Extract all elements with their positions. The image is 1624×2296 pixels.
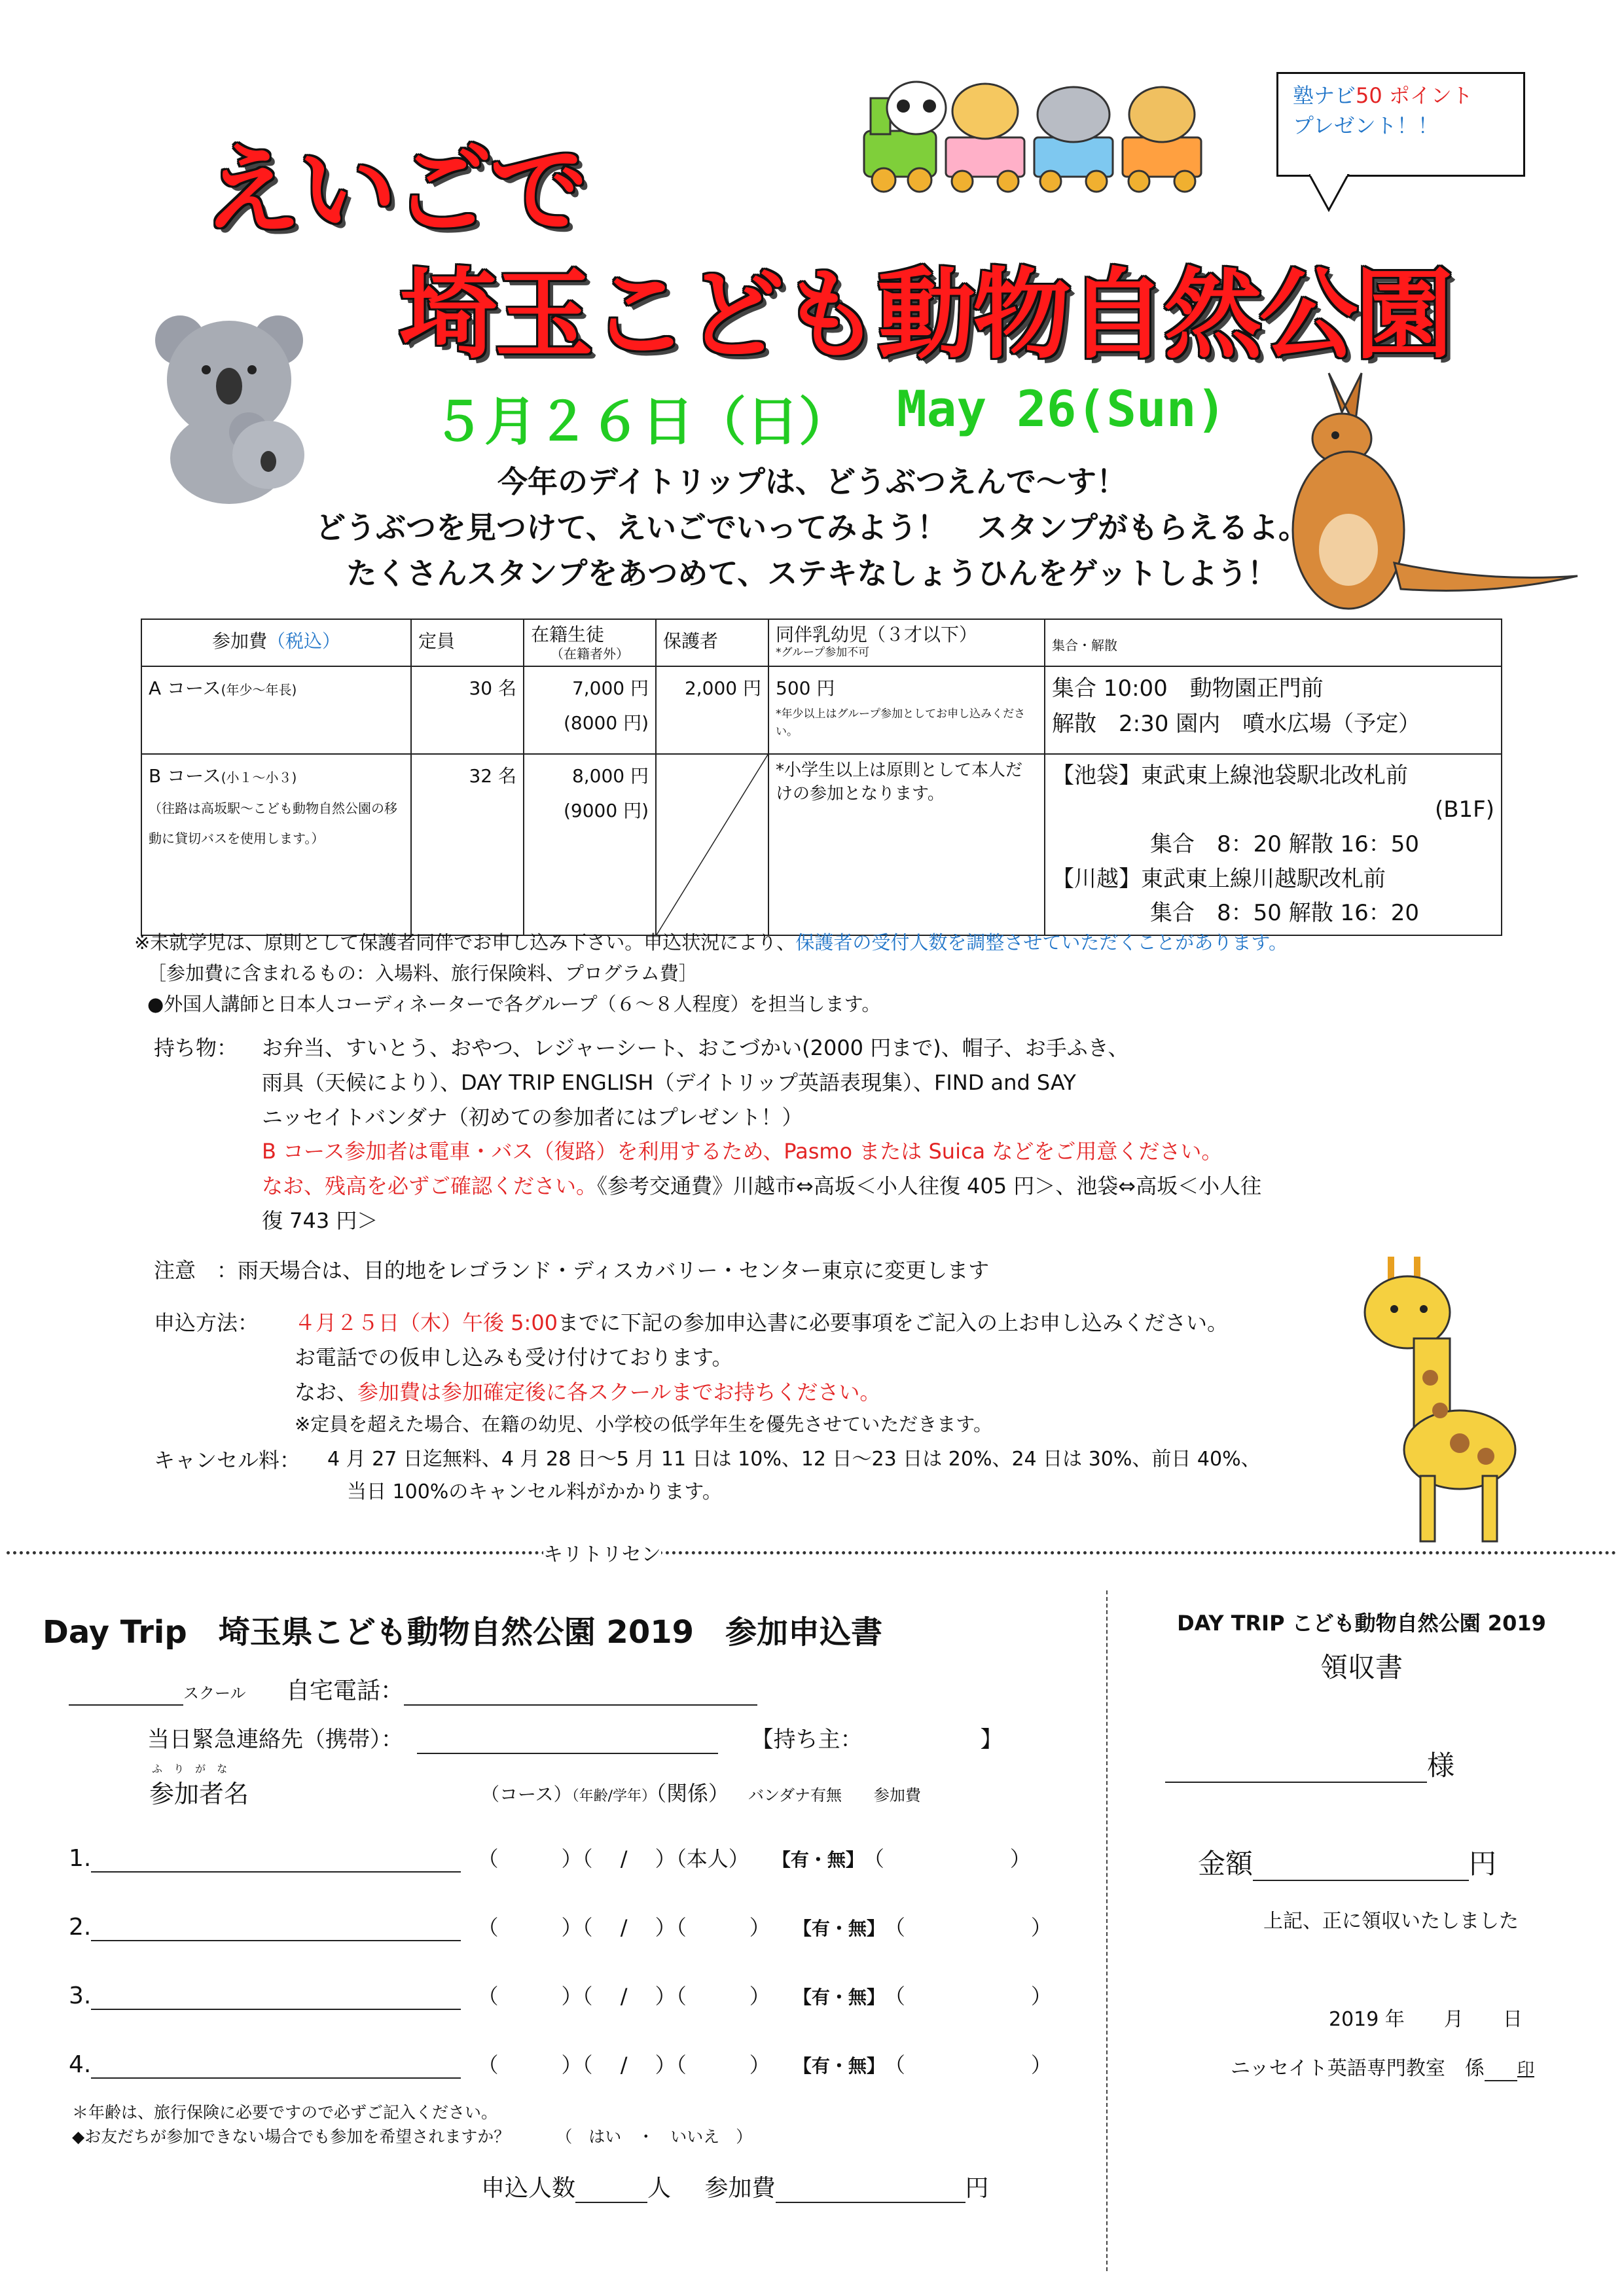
col-course: （コース）	[481, 1784, 572, 1805]
fees-header-row	[141, 619, 1502, 666]
fees-table	[141, 619, 1502, 936]
course-b-student-fee-non: (9000 円)	[563, 799, 649, 821]
callout-tail-icon	[1309, 174, 1355, 213]
belongings-line-4: B コース参加者は電車・バス（復路）を利用するため、Pasmo または Suica などをご用意ください。	[262, 1139, 1223, 1164]
belongings-line-6: 復 743 円＞	[262, 1208, 378, 1233]
course-b-ikebukuro-floor: (B1F)	[1434, 797, 1494, 823]
note-1-text: ※未就学児は、原則として保護者同伴でお申し込み下さい。申込状況により、	[134, 931, 796, 954]
intro-line-1: 今年のデイトリップは、どうぶつえんで～す！	[497, 464, 1127, 499]
course-a-guardian-fee: 2,000 円	[684, 677, 761, 699]
apply-line-3-red: 参加費は参加確定後に各スクールまでお持ちください。	[357, 1379, 881, 1405]
course-a-dismiss: 解散 2:30 園内 噴水広場（予定）	[1052, 710, 1421, 737]
row-number: 4.	[69, 2051, 92, 2078]
col-age: （年齢/学年）	[571, 1788, 657, 1804]
participant-name-field[interactable]	[91, 1846, 461, 1873]
form-note-2	[72, 2124, 752, 2147]
event-date-en: May 26(Sun)	[897, 380, 1227, 438]
receipt-date: 2019 年 月 日	[1329, 2008, 1523, 2031]
note-1-highlight: 保護者の受付人数を調整させていただくことがあります。	[795, 931, 1288, 954]
points-callout	[1276, 72, 1525, 177]
header-meeting-label: 集合・解散	[1052, 637, 1117, 654]
caution-text: 雨天場合は、目的地をレゴランド・ディスカバリー・センター東京に変更します	[238, 1258, 990, 1283]
receipt-issuer: ニッセイト英語専門教室 係	[1231, 2057, 1485, 2080]
course-a-student-cell	[524, 666, 656, 754]
course-a-infant-note: *年少以上はグループ参加としてお申し込みください。	[776, 707, 1026, 738]
fee-field[interactable]: （ ）	[894, 1984, 1052, 2009]
course-b-name: B コース	[149, 764, 221, 787]
emergency-label: 当日緊急連絡先（携帯）：	[147, 1727, 403, 1753]
course-b-kawagoe-time: 集合 8：50 解散 16：20	[1150, 900, 1420, 927]
course-field[interactable]: （ ）	[477, 2053, 583, 2077]
intro-line-3: たくさんスタンプをあつめて、ステキなしょうひんをゲットしよう！	[346, 556, 1278, 591]
course-a-meeting-cell	[1045, 666, 1502, 754]
receipt-name-field[interactable]	[1165, 1749, 1427, 1783]
belongings-line-1: お弁当、すいとう、おやつ、レジャーシート、おこづかい(2000 円まで)、帽子、お手ふき、	[262, 1035, 1129, 1060]
course-b-meeting-cell	[1045, 754, 1502, 935]
bandana-choice[interactable]: 【有・無】	[793, 1918, 885, 1939]
relation-field[interactable]: （本人）	[676, 1846, 749, 1871]
participant-name-field[interactable]	[91, 1915, 461, 1941]
apply-line-2: お電話での仮申し込みも受け付けております。	[295, 1344, 733, 1370]
animal-train-icon	[857, 59, 1224, 203]
cut-line	[7, 1551, 1617, 1554]
participant-row	[69, 1980, 1052, 2010]
participant-label: 参加者名	[149, 1780, 249, 1808]
form-columns	[481, 1777, 921, 1807]
course-b-capacity: 32 名	[469, 764, 516, 787]
belongings-line-3: ニッセイトバンダナ（初めての参加者にはプレゼント！）	[262, 1104, 803, 1130]
header-fee-tax: （税込）	[267, 630, 341, 652]
col-rel: （関係）	[656, 1781, 730, 1806]
header-student-note: （在籍者外）	[550, 645, 629, 662]
bandana-choice[interactable]: 【有・無】	[793, 2055, 885, 2077]
course-b-ikebukuro-time: 集合 8：20 解散 16：50	[1150, 831, 1420, 857]
count-label: 申込人数	[481, 2175, 576, 2202]
cancel-line-2: 当日 100%のキャンセル料がかかります。	[347, 1480, 722, 1503]
row-number: 1.	[69, 1845, 92, 1872]
form-title: Day Trip 埼玉県こども動物自然公園 2019 参加申込書	[43, 1614, 883, 1651]
receipt-stamp-mark: 印	[1517, 2060, 1534, 2079]
receipt-received: 上記、正に領収いたしました	[1263, 1910, 1519, 1933]
apply-line-4: ※定員を超えた場合、在籍の幼児、小学校の低学年生を優先させていただきます。	[295, 1413, 992, 1436]
participant-row	[69, 1842, 1031, 1873]
note-1	[134, 928, 1288, 955]
course-a-name: A コース	[149, 677, 221, 699]
course-a-grades: (年少～年長)	[221, 681, 297, 698]
course-a-guardian-cell	[656, 666, 768, 754]
receipt-amount-label: 金額	[1198, 1848, 1254, 1880]
callout-juku-navi: 塾ナビ	[1293, 83, 1356, 108]
row-number: 3.	[69, 1982, 92, 2009]
apply-line-1: までに下記の参加申込書に必要事項をご記入の上お申し込みください。	[558, 1310, 1229, 1335]
course-a-infant-fee: 500 円	[776, 677, 835, 699]
caution-label: 注意 ：	[154, 1258, 238, 1283]
participant-row	[69, 2049, 1052, 2079]
course-a-meet: 集合 10:00 動物園正門前	[1052, 675, 1324, 702]
course-b-ikebukuro: 【池袋】東武東上線池袋駅北改札前	[1052, 762, 1408, 789]
receipt-issuer-row	[1231, 2052, 1534, 2081]
header-student	[524, 619, 656, 666]
header-infant-note: *グループ参加不可	[776, 645, 870, 659]
course-b-infant-note: *小学生以上は原則として本人だけの参加となります。	[776, 760, 1023, 804]
owner-label: 【持ち主：	[751, 1727, 863, 1753]
course-b-note: （往路は高坂駅～こども動物自然公園の移動に貸切バスを使用します。）	[149, 800, 397, 846]
note-2: ［参加費に含まれるもの：入場料、旅行保険料、プログラム費］	[147, 962, 698, 984]
header-guardian-label: 保護者	[663, 630, 719, 652]
total-fee-unit: 円	[965, 2175, 989, 2202]
header-fee-label: 参加費	[211, 630, 267, 652]
friend-question: ◆お友だちが参加できない場合でも参加を希望されますか？	[72, 2127, 511, 2146]
receipt-amount-row	[1198, 1842, 1496, 1882]
header-capacity-label: 定員	[418, 630, 456, 652]
course-a-capacity-cell	[411, 666, 524, 754]
course-b-guardian-cell	[656, 754, 768, 935]
cancel-line-1: 4 月 27 日迄無料、4 月 28 日～5 月 11 日は 10%、12 日～23 日は 20%、24 日は 30%、前日 40%、	[327, 1448, 1261, 1471]
receipt-amount-unit: 円	[1469, 1848, 1497, 1880]
header-meeting	[1045, 619, 1502, 666]
home-phone-field[interactable]	[404, 1677, 757, 1706]
course-b-name-cell	[141, 754, 411, 935]
cancel-block	[327, 1443, 1375, 1508]
participant-name-field[interactable]	[91, 1984, 461, 2010]
course-a-row	[141, 666, 1502, 754]
callout-points: 50 ポイント	[1356, 83, 1473, 108]
course-b-kawagoe: 【川越】東武東上線川越駅改札前	[1052, 865, 1386, 892]
cancel-label: キャンセル料：	[154, 1448, 301, 1473]
note-3: ●外国人講師と日本人コーディネーターで各グループ（６～８人程度）を担当します。	[147, 993, 881, 1015]
header-infant-label: 同伴乳幼児（３才以下）	[776, 624, 978, 645]
relation-field[interactable]: （ ）	[676, 2053, 770, 2077]
header-student-label: 在籍生徒	[531, 624, 605, 645]
form-total-row	[481, 2170, 989, 2203]
course-a-capacity: 30 名	[469, 677, 516, 699]
intro-line-2: どうぶつを見つけて、えいごでいってみよう！ スタンプがもらえるよ。	[315, 510, 1309, 545]
receipt-name-row	[1165, 1744, 1454, 1784]
header-fee	[141, 619, 411, 666]
relation-field[interactable]: （ ）	[676, 1915, 770, 1940]
apply-deadline: ４月２５日（木）午後 5:00	[295, 1310, 558, 1335]
course-a-name-cell	[141, 666, 411, 754]
row-number: 2.	[69, 1914, 92, 1941]
callout-present: プレゼント！！	[1293, 113, 1439, 139]
form-receipt-divider	[1106, 1590, 1108, 2271]
course-a-student-fee-non: (8000 円)	[563, 711, 649, 734]
cut-label: キリトリセン	[543, 1538, 661, 1567]
form-emergency-row	[147, 1721, 1003, 1754]
title-line1: えいごで	[203, 134, 586, 248]
apply-line-3-prefix: なお、	[295, 1379, 358, 1405]
furigana-label: ふ り が な	[152, 1763, 232, 1775]
course-a-student-fee: 7,000 円	[571, 677, 649, 699]
fee-field[interactable]: （ ）	[873, 1846, 1031, 1871]
fee-field[interactable]: （ ）	[894, 2053, 1052, 2077]
course-field[interactable]: （ ）	[477, 1915, 583, 1940]
total-fee-label: 参加費	[704, 2175, 776, 2202]
col-bandana: バンダナ有無	[748, 1786, 842, 1804]
belongings-line-2: 雨具（天候により）、DAY TRIP ENGLISH（デイトリップ英語表現集）、FIND and SAY	[262, 1069, 1076, 1095]
receipt-subtitle: 領収書	[1320, 1651, 1403, 1683]
course-field[interactable]: （ ）	[477, 1984, 583, 2009]
course-field[interactable]: （ ）	[477, 1846, 583, 1871]
count-unit: 人	[647, 2175, 672, 2202]
course-b-student-fee: 8,000 円	[571, 764, 649, 787]
participant-name-field[interactable]	[91, 2053, 461, 2079]
receipt-amount-field[interactable]	[1253, 1848, 1469, 1881]
relation-field[interactable]: （ ）	[676, 1984, 770, 2009]
course-b-grades: (小１～小３)	[221, 769, 297, 785]
receipt-title: DAY TRIP こども動物自然公園 2019	[1177, 1611, 1546, 1636]
header-guardian	[656, 619, 768, 666]
caution	[154, 1253, 989, 1288]
diagonal-strike-icon	[657, 755, 768, 935]
participant-row	[69, 1911, 1052, 1941]
form-school-row	[69, 1672, 757, 1706]
apply-block	[295, 1306, 1407, 1441]
owner-close: 】	[980, 1727, 1003, 1753]
age-field[interactable]: （ / ）	[582, 1915, 676, 1940]
count-field[interactable]	[575, 2175, 647, 2203]
event-date-jp: ５月２６日（日）	[432, 391, 851, 452]
yes-no-choice[interactable]: （ はい ・ いいえ ）	[556, 2127, 753, 2146]
belongings-label: 持ち物：	[154, 1035, 238, 1060]
receipt-sama: 様	[1427, 1749, 1455, 1782]
fee-field[interactable]: （ ）	[894, 1915, 1052, 1940]
course-b-row	[141, 754, 1502, 935]
age-field[interactable]: （ / ）	[582, 1846, 676, 1871]
bandana-choice[interactable]: 【有・無】	[793, 1986, 885, 2008]
belongings-block	[262, 1031, 1506, 1238]
bandana-choice[interactable]: 【有・無】	[772, 1849, 864, 1871]
total-fee-field[interactable]	[776, 2175, 965, 2203]
course-b-student-cell	[524, 754, 656, 935]
school-field[interactable]	[69, 1677, 183, 1706]
age-field[interactable]: （ / ）	[582, 1984, 676, 2009]
emergency-field[interactable]	[417, 1727, 718, 1754]
header-capacity	[411, 619, 524, 666]
giraffe-icon	[1362, 1253, 1545, 1548]
apply-label: 申込方法：	[154, 1310, 259, 1335]
header-infant	[768, 619, 1045, 666]
course-b-capacity-cell	[411, 754, 524, 935]
course-a-infant-cell	[768, 666, 1045, 754]
receipt-staff-field[interactable]	[1485, 2057, 1517, 2081]
age-field[interactable]: （ / ）	[582, 2053, 676, 2077]
home-phone-label: 自宅電話：	[285, 1677, 404, 1704]
school-label: スクール	[183, 1684, 246, 1702]
title-line2: 埼玉こども動物自然公園	[399, 259, 1451, 372]
form-note-1: ＊年齢は、旅行保険に必要ですので必ずご記入ください。	[72, 2103, 498, 2122]
col-fee: 参加費	[873, 1786, 921, 1804]
course-b-infant-cell	[768, 754, 1045, 935]
belongings-line-5-fare: 《参考交通費》川越市⇔高坂＜小人往復 405 円＞、池袋⇔高坂＜小人往	[597, 1174, 1262, 1199]
belongings-line-5-red: なお、残高を必ずご確認ください。	[262, 1174, 598, 1199]
